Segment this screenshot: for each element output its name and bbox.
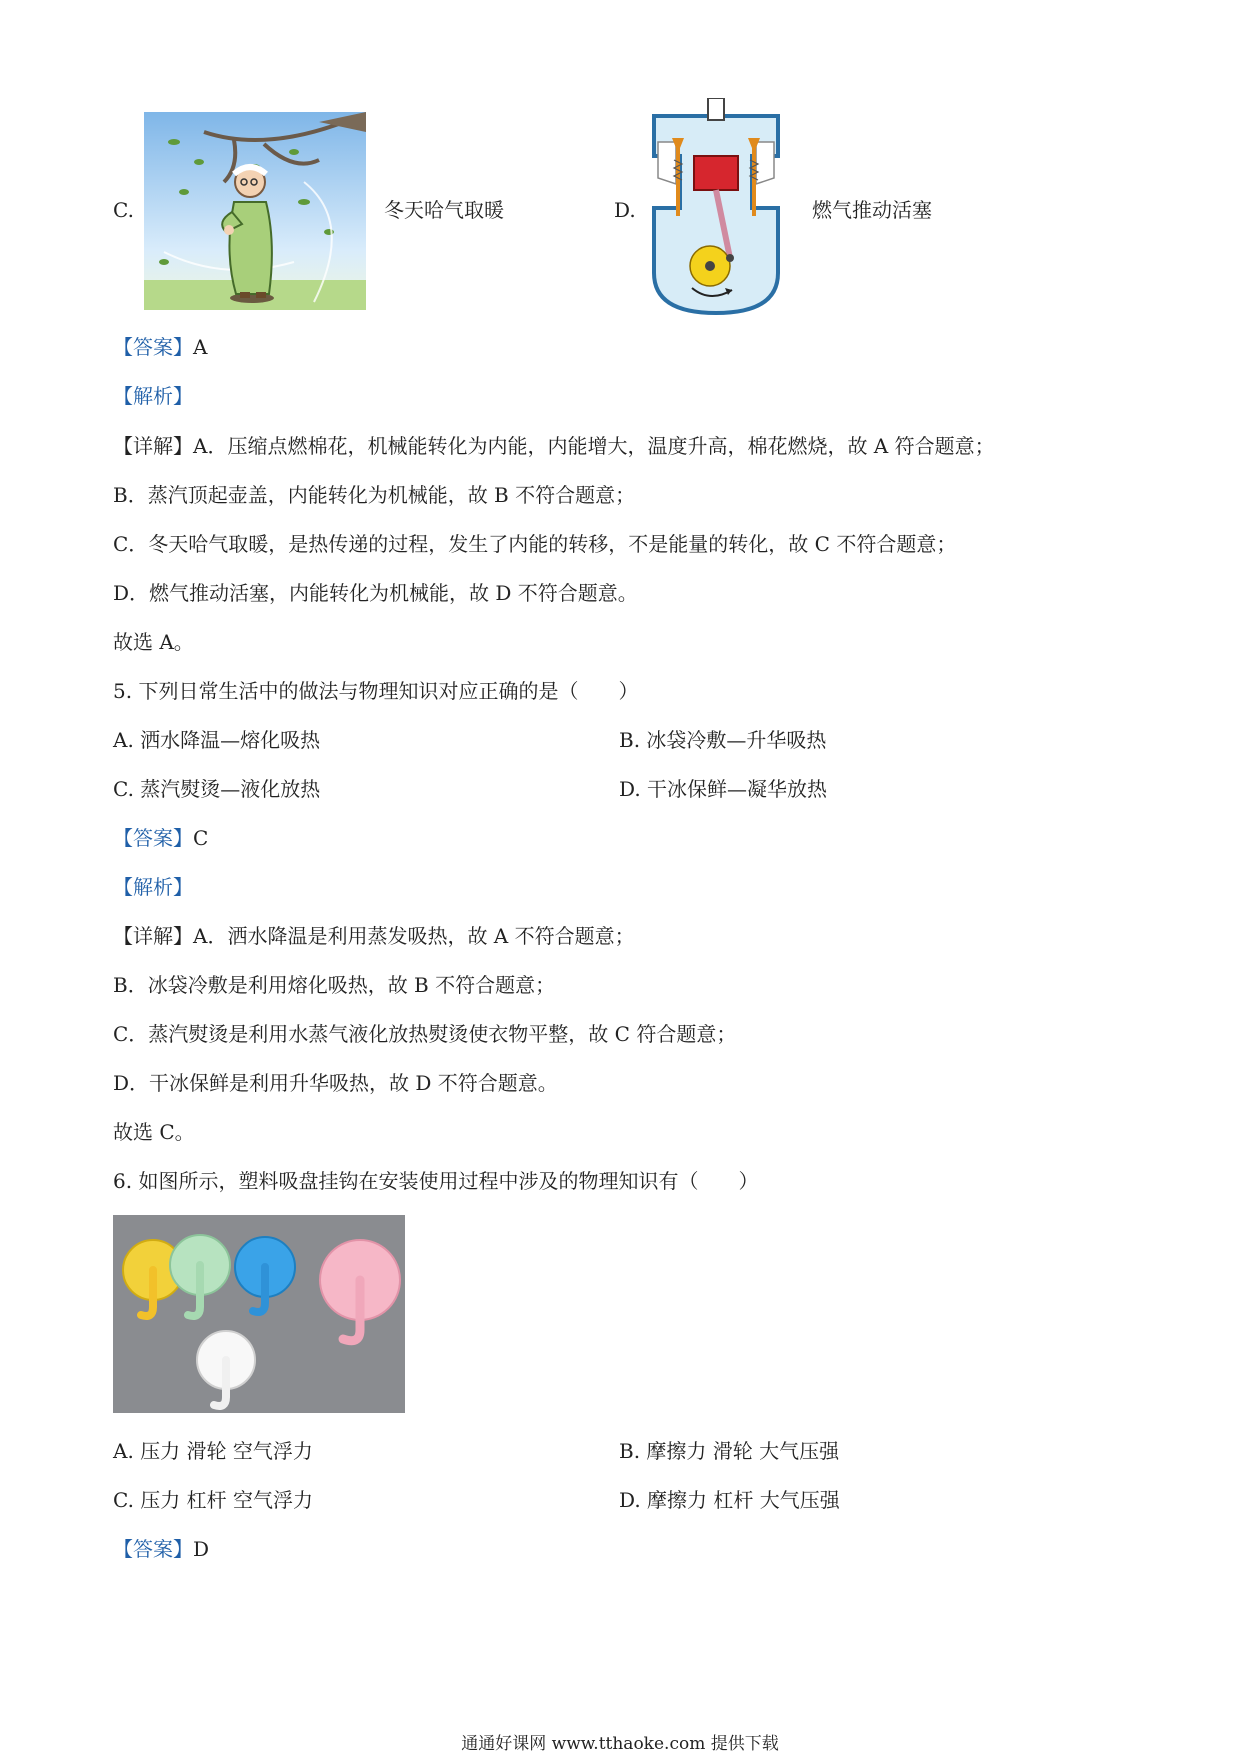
- q4-detail-line-c: C．冬天哈气取暖，是热传递的过程，发生了内能的转移，不是能量的转化，故 C 不符合题意；: [113, 532, 957, 556]
- detail-tag: 【详解】: [113, 924, 193, 948]
- q5-detail-line-b: B．冰袋冷敷是利用熔化吸热，故 B 不符合题意；: [113, 973, 556, 997]
- q5-answer-row: [113, 824, 208, 852]
- answer-value: C: [193, 826, 209, 850]
- page-footer: 通通好课网 www.tthaoke.com 提供下载: [461, 1734, 779, 1754]
- q4-conclusion: 故选 A。: [113, 630, 194, 654]
- q5-detail-line-a: [113, 922, 635, 950]
- q6-answer-row: [113, 1535, 209, 1563]
- detail-tag: 【详解】: [113, 434, 193, 458]
- option-c-text: 冬天哈气取暖: [384, 198, 504, 222]
- answer-value: A: [193, 335, 208, 359]
- q5-stem: 5. 下列日常生活中的做法与物理知识对应正确的是（ ）: [113, 679, 639, 703]
- winter-breath-illustration: [144, 112, 366, 314]
- option-c-letter: C.: [113, 198, 134, 222]
- q5-option-d: D. 干冰保鲜—凝华放热: [619, 777, 828, 801]
- detail-text: A．压缩点燃棉花，机械能转化为内能，内能增大，温度升高，棉花燃烧，故 A 符合题意；: [193, 434, 995, 458]
- answer-value: D: [193, 1537, 210, 1561]
- q4-detail-line-b: B．蒸汽顶起壶盖，内能转化为机械能，故 B 不符合题意；: [113, 483, 636, 507]
- q6-option-b: B. 摩擦力 滑轮 大气压强: [619, 1439, 840, 1463]
- detail-text: A．洒水降温是利用蒸发吸热，故 A 不符合题意；: [193, 924, 635, 948]
- q5-option-c: C. 蒸汽熨烫—液化放热: [113, 777, 321, 801]
- q6-option-d: D. 摩擦力 杠杆 大气压强: [619, 1488, 840, 1512]
- q6-stem: 6. 如图所示，塑料吸盘挂钩在安装使用过程中涉及的物理知识有（ ）: [113, 1169, 759, 1193]
- q4-detail-line-d: D．燃气推动活塞，内能转化为机械能，故 D 不符合题意。: [113, 581, 638, 605]
- answer-tag: 【答案】: [113, 826, 193, 850]
- q4-answer-row: [113, 333, 207, 361]
- suction-hooks-photo: [113, 1215, 405, 1417]
- q6-option-c: C. 压力 杠杆 空气浮力: [113, 1488, 314, 1512]
- analysis-tag: 【解析】: [113, 384, 193, 408]
- analysis-tag: 【解析】: [113, 875, 193, 899]
- engine-piston-diagram: [648, 98, 784, 322]
- q5-detail-line-d: D．干冰保鲜是利用升华吸热，故 D 不符合题意。: [113, 1071, 558, 1095]
- answer-tag: 【答案】: [113, 335, 193, 359]
- option-d-letter: D.: [614, 198, 636, 222]
- option-d-text: 燃气推动活塞: [812, 198, 932, 222]
- q5-conclusion: 故选 C。: [113, 1120, 195, 1144]
- answer-tag: 【答案】: [113, 1537, 193, 1561]
- q5-option-b: B. 冰袋冷敷—升华吸热: [619, 728, 827, 752]
- q6-option-a: A. 压力 滑轮 空气浮力: [113, 1439, 313, 1463]
- q5-detail-line-c: C．蒸汽熨烫是利用水蒸气液化放热熨烫使衣物平整，故 C 符合题意；: [113, 1022, 737, 1046]
- q4-detail-line-a: [113, 432, 995, 460]
- q5-option-a: A. 洒水降温—熔化吸热: [113, 728, 321, 752]
